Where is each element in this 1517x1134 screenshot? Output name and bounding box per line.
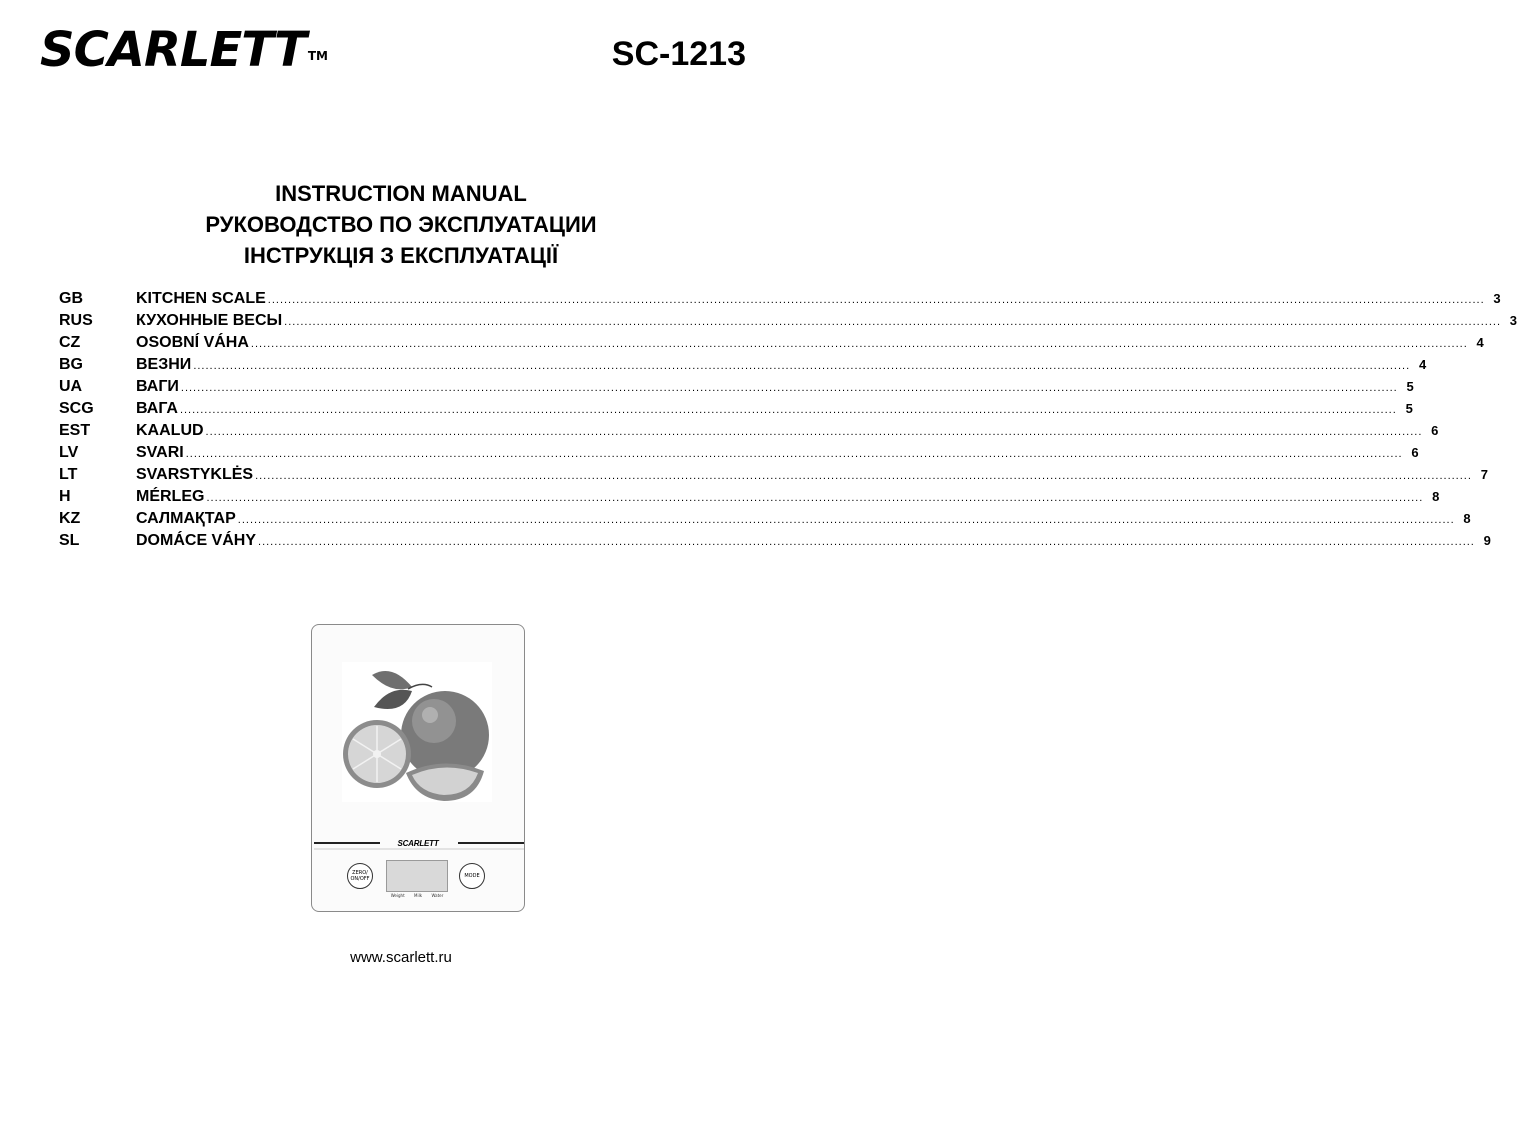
toc-leader: ............................................................................................................................................................................................................................................................................................................: [284, 316, 1502, 328]
toc-language-code: CZ: [59, 334, 81, 351]
toc-leader: ............................................................................................................................................................................................................................................................................................................: [185, 448, 1403, 460]
toc-title: КУХОННЫЕ ВЕСЫ: [136, 312, 283, 329]
toc-language-code: EST: [59, 422, 91, 439]
toc-language-code: KZ: [59, 510, 81, 527]
toc-row: [59, 420, 1439, 442]
toc-language-code: SCG: [59, 400, 94, 417]
toc-leader: ............................................................................................................................................................................................................................................................................................................: [267, 294, 1485, 306]
toc-row: [59, 398, 1413, 420]
toc-row: [59, 530, 1491, 552]
toc-row: [59, 376, 1414, 398]
toc-row: [59, 486, 1440, 508]
toc-leader: ............................................................................................................................................................................................................................................................................................................: [258, 536, 1475, 548]
document-titles: [0, 178, 802, 271]
title-ua: ІНСТРУКЦІЯ З ЕКСПЛУАТАЦІЇ: [243, 243, 559, 268]
toc-leader: ............................................................................................................................................................................................................................................................................................................: [179, 404, 1397, 416]
title-en: INSTRUCTION MANUAL: [275, 181, 527, 206]
toc-page-number: 4: [1418, 357, 1427, 372]
toc-page-number: 8: [1432, 489, 1440, 504]
toc-language-code: RUS: [59, 312, 93, 329]
toc-leader: ............................................................................................................................................................................................................................................................................................................: [255, 470, 1472, 482]
lcd-display: [386, 860, 448, 892]
model-number: SC-1213: [611, 35, 746, 73]
unit-milk-label: Milk: [414, 893, 423, 898]
toc-title: ВЕЗНИ: [136, 356, 192, 373]
toc-language-code: SL: [59, 532, 80, 549]
title-ru: РУКОВОДСТВО ПО ЭКСПЛУАТАЦИИ: [205, 212, 597, 237]
toc-leader: ............................................................................................................................................................................................................................................................................................................: [206, 492, 1424, 504]
toc-page-number: 6: [1431, 423, 1439, 438]
scale-brand-label: SCARLETT: [397, 839, 439, 848]
toc-title: SVARSTYKLĖS: [136, 466, 254, 483]
brand-logo-text: SCARLETT: [40, 22, 306, 78]
toc-title: DOMÁCE VÁHY: [136, 532, 257, 549]
toc-row: [59, 354, 1427, 376]
toc-leader: ............................................................................................................................................................................................................................................................................................................: [193, 360, 1411, 372]
toc-title: OSOBNÍ VÁHA: [136, 334, 249, 351]
unit-weight-label: Weight: [390, 893, 405, 898]
toc-title: ВАГИ: [136, 378, 179, 395]
toc-page-number: 5: [1405, 401, 1413, 416]
toc-language-code: GB: [59, 290, 83, 307]
toc-leader: ............................................................................................................................................................................................................................................................................................................: [205, 426, 1423, 438]
toc-language-code: LT: [59, 466, 78, 483]
toc-page-number: 5: [1406, 379, 1414, 394]
toc-page-number: 4: [1476, 335, 1484, 350]
mode-button-graphic: MODE: [459, 863, 485, 889]
toc-language-code: BG: [59, 356, 83, 373]
toc-title: САЛМАҚТАР: [136, 510, 236, 527]
toc-leader: ............................................................................................................................................................................................................................................................................................................: [180, 382, 1398, 394]
toc-language-code: LV: [59, 444, 79, 461]
trademark-symbol: TM: [307, 49, 329, 63]
table-of-contents: [59, 288, 1517, 552]
toc-page-number: 8: [1463, 511, 1471, 526]
toc-page-number: 7: [1480, 467, 1488, 482]
unit-water-label: Water: [431, 893, 444, 898]
toc-row: [59, 332, 1484, 354]
toc-title: KAALUD: [136, 422, 204, 439]
website-url: www.scarlett.ru: [350, 949, 452, 966]
toc-title: SVARI: [136, 444, 184, 461]
orange-gloss: [422, 707, 438, 723]
toc-row: [59, 508, 1471, 530]
unit-labels: [386, 893, 448, 898]
toc-row: [59, 310, 1517, 332]
toc-leader: ............................................................................................................................................................................................................................................................................................................: [237, 514, 1455, 526]
toc-title: MÉRLEG: [136, 488, 205, 505]
product-image-scale: [311, 624, 525, 912]
toc-title: KITCHEN SCALE: [136, 290, 266, 307]
toc-language-code: UA: [59, 378, 83, 395]
toc-page-number: 3: [1509, 313, 1517, 328]
toc-page-number: 9: [1483, 533, 1491, 548]
toc-language-code: H: [59, 488, 71, 505]
toc-title: ВАГА: [136, 400, 178, 417]
toc-leader: ............................................................................................................................................................................................................................................................................................................: [250, 338, 1468, 350]
toc-row: [59, 288, 1501, 310]
toc-page-number: 6: [1411, 445, 1419, 460]
toc-row: [59, 464, 1488, 486]
brand-logo: [40, 22, 328, 78]
toc-page-number: 3: [1493, 291, 1501, 306]
zero-onoff-button-graphic: ZERO/ ON/OFF: [347, 863, 373, 889]
toc-row: [59, 442, 1419, 464]
